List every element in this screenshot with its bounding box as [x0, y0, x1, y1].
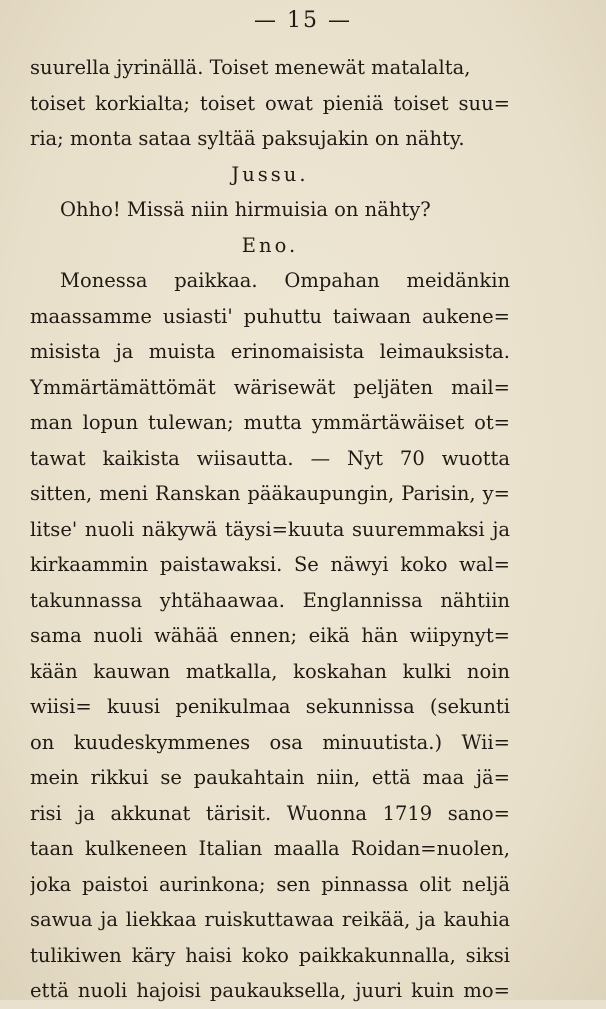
text-line: maassamme usiasti' puhuttu taiwaan aukene= — [30, 304, 510, 328]
text-line: sawua ja liekkaa ruiskuttawaa reikää, ja kauhia — [30, 908, 510, 931]
text-line: man lopun tulewan; mutta ymmärtäwäiset ot= — [30, 411, 510, 434]
text-line: että nuoli hajoisi paukauksella, juuri kuin mo= — [30, 979, 510, 1002]
speaker-name: Jussu. — [231, 162, 309, 186]
text-line: Monessa paikkaa. Ompahan meidänkin — [60, 269, 510, 292]
text-line: Ymmärtämättömät wärisewät peljäten mail= — [30, 375, 510, 399]
text-line: litse' nuoli näkywä täysi=kuuta suuremmaksi ja — [30, 517, 510, 541]
text-line: mein rikkui se paukahtain niin, että maa jä= — [30, 766, 510, 789]
body-text — [30, 50, 510, 1009]
page-number: — 15 — — [254, 8, 352, 33]
text-line: takunnassa yhtähaawaa. Englannissa nähtiin — [30, 588, 510, 612]
text-line: sama nuoli wähää ennen; eikä hän wiipynyt= — [30, 624, 510, 647]
text-line: sitten, meni Ranskan pääkaupungin, Parisin, y= — [30, 482, 510, 505]
text-line: toiset korkialta; toiset owat pieniä toiset suu= — [30, 91, 510, 115]
text-line: joka paistoi aurinkona; sen pinnassa olit neljä — [30, 872, 510, 896]
text-line: tulikiwen käry haisi koko paikkakunnalla, siksi — [30, 943, 510, 967]
text-line: ria; monta sataa syltää paksujakin on nähty. — [30, 127, 465, 150]
text-line: misista ja muista erinomaisista leimauksista. — [30, 340, 510, 363]
text-line: kään kauwan matkalla, koskahan kulki noin — [30, 659, 510, 683]
text-line: wiisi= kuusi penikulmaa sekunnissa (sekunti — [30, 695, 510, 718]
text-line: risi ja akkunat tärisit. Wuonna 1719 sano= — [30, 801, 510, 825]
text-line: suurella jyrinällä. Toiset menewät matalalta, — [30, 56, 471, 79]
text-line: Ohho! Missä niin hirmuisia on nähty? — [60, 198, 431, 221]
text-line: taan kulkeneen Italian maalla Roidan=nuolen, — [30, 837, 510, 860]
text-line: tawat kaikista wiisautta. — Nyt 70 wuotta — [30, 446, 510, 470]
speaker-name: Eno. — [241, 233, 299, 257]
text-line: on kuudeskymmenes osa minuutista.) Wii= — [30, 730, 510, 754]
text-line: kirkaammin paistawaksi. Se näwyi koko wal= — [30, 553, 510, 576]
